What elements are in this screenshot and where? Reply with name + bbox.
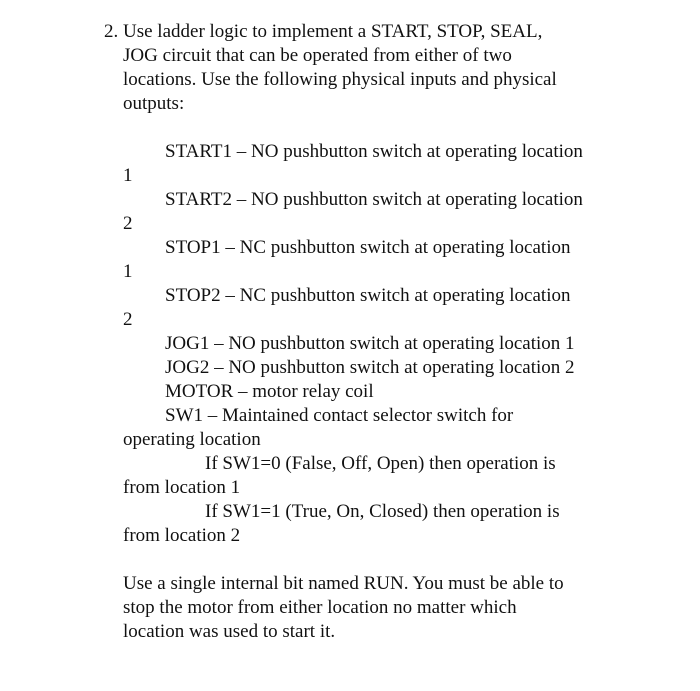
condition-sw1-0: If SW1=0 (False, Off, Open) then operation is (205, 453, 556, 474)
input-sw1-continuation: operating location (123, 429, 261, 450)
condition-sw1-1-cont: from location 2 (123, 525, 241, 546)
closing-line-2: stop the motor from either location no matter which (123, 597, 517, 618)
input-start2: START2 – NO pushbutton switch at operating location (165, 189, 583, 210)
intro-line-2: JOG circuit that can be operated from either of two (123, 45, 512, 66)
input-start1-wrap: 1 (123, 165, 133, 186)
closing-line-3: location was used to start it. (123, 621, 336, 642)
condition-sw1-1: If SW1=1 (True, On, Closed) then operation is (205, 501, 560, 522)
problem-number: 2. (104, 21, 119, 42)
input-stop1-wrap: 1 (123, 261, 133, 282)
input-sw1: SW1 – Maintained contact selector switch for (165, 405, 514, 426)
closing-line-1: Use a single internal bit named RUN. You must be able to (123, 573, 564, 594)
output-motor: MOTOR – motor relay coil (165, 381, 374, 402)
input-start1: START1 – NO pushbutton switch at operating location (165, 141, 583, 162)
input-stop2: STOP2 – NC pushbutton switch at operating location (165, 285, 571, 306)
input-stop1: STOP1 – NC pushbutton switch at operating location (165, 237, 571, 258)
input-jog2: JOG2 – NO pushbutton switch at operating location 2 (165, 357, 575, 378)
intro-line-1: Use ladder logic to implement a START, STOP, SEAL, (123, 21, 543, 42)
condition-sw1-0-cont: from location 1 (123, 477, 241, 498)
intro-line-4: outputs: (123, 93, 185, 114)
input-stop2-wrap: 2 (123, 309, 133, 330)
intro-line-3: locations. Use the following physical inputs and physical (123, 69, 557, 90)
input-jog1: JOG1 – NO pushbutton switch at operating location 1 (165, 333, 575, 354)
input-start2-wrap: 2 (123, 213, 133, 234)
